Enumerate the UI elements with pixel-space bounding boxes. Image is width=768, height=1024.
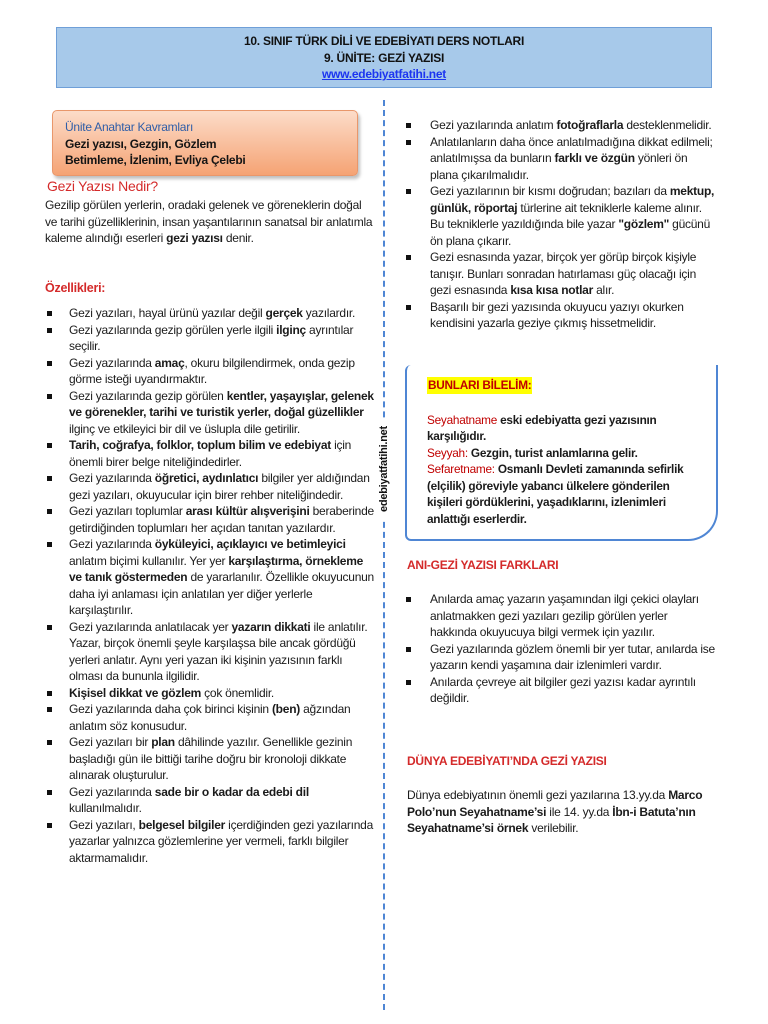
text-segment: Gezi yazıları, hayal ürünü yazılar değil: [69, 306, 266, 320]
bold-text: ilginç: [276, 322, 306, 337]
features-list: [45, 305, 375, 866]
bold-text: karşılaştırma, örnekleme ve tanık göstermeden: [69, 553, 364, 584]
header-unit-title: 9. ÜNİTE: GEZİ YAZISI: [323, 50, 445, 65]
text-segment: Gezi yazıları bir: [69, 735, 152, 749]
text-segment: gücünü ön plana çıkarır.: [430, 217, 711, 248]
bold-text: İbn-i Batuta’nın Seyahatname’si örnek: [407, 804, 696, 835]
text-segment: alır.: [593, 283, 615, 297]
text-segment: beraberinde getirdiğinden toplumları her açıdan tanıtan yazılardır.: [69, 504, 374, 535]
bold-text: Gezgin, turist anlamlarına gelir.: [467, 445, 638, 460]
text-segment: denir.: [222, 231, 254, 245]
feature-item: [404, 134, 716, 184]
text-segment: verilebilir.: [528, 821, 579, 835]
world-literature-title: DÜNYA EDEBİYATI’NDA GEZİ YAZISI: [407, 754, 607, 768]
bold-text: farklı ve özgün: [554, 151, 635, 165]
text-segment: bilgiler yer aldığından gezi yazıları, okuyucular için birer rehber niteliğindedir.: [69, 471, 370, 502]
text-segment: , okuru bilgilendirmek, onda gezip görme isteği uyandırmaktır.: [69, 355, 355, 386]
text-segment: Gezi yazılarında anlatılacak yer: [69, 619, 232, 634]
text-segment: Gezi esnasında yazar, birçok yer görüp birçok kişiyle tanışır. Bunları sonradan hatırlaması güç olacağı için gezi esnasında: [430, 250, 697, 297]
feature-item: [45, 305, 375, 322]
text-segment: Gezi yazıları,: [69, 817, 139, 832]
key-concepts-line-2: Betimleme, İzlenim, Evliya Çelebi: [65, 153, 246, 167]
text-segment: Gezi yazıları toplumlar: [69, 504, 186, 518]
text-segment: Gezi yazılarında: [69, 537, 155, 551]
text-segment: yazılardır.: [302, 306, 356, 320]
text-segment: ağzından anlatım söz konusudur.: [69, 702, 351, 733]
more-features-list: [404, 117, 716, 332]
text-segment: Gezi yazılarında: [69, 471, 155, 485]
bold-text: Marco Polo’nun Seyahatname’si: [407, 788, 703, 819]
info-sefaretname: [427, 461, 708, 527]
page-header: [56, 27, 712, 88]
feature-item: [45, 536, 375, 619]
feature-item: [45, 734, 375, 784]
bold-text: "gözlem": [618, 217, 670, 231]
section-title-definition: Gezi Yazısı Nedir?: [47, 178, 158, 194]
bold-text: Tarih, coğrafya, folklor, toplum bilim ve edebiyat: [69, 438, 332, 452]
text-segment: türlerine ait tekniklerle kaleme alınır. Bu tekniklerle yazıldığında bile yazar: [430, 200, 702, 231]
text-segment: içerdiğinden gezi yazılarında yazarlar yalnızca gözlemlerine yer vermeli, farklı bilgiler aktarmamalıdır.: [69, 817, 373, 865]
text-segment: Gezi yazılarında: [69, 355, 155, 370]
bold-text: fotoğraflarla: [556, 118, 624, 132]
text-segment: Gezi yazılarında: [69, 784, 155, 799]
comparison-item: [404, 674, 716, 707]
header-course-title: 10. SINIF TÜRK DİLİ VE EDEBİYATI DERS NOTLARI: [243, 34, 525, 48]
bold-text: kısa kısa notlar: [510, 283, 594, 297]
key-concepts-line-1: Gezi yazısı, Gezgin, Gözlem: [65, 136, 217, 151]
feature-item: [45, 437, 375, 470]
text-segment: Gezi yazılarında gezip görülen: [69, 388, 227, 403]
feature-item: [45, 701, 375, 734]
text-segment: Anlatılanların daha önce anlatılmadığına dikkat edilmeli; anlatılmışsa da bunların: [430, 134, 713, 165]
text-segment: desteklenmelidir.: [623, 118, 712, 132]
text-segment: Dünya edebiyatının önemli gezi yazılarına 13.yy.da: [407, 788, 669, 802]
text-segment: Gezi yazılarında anlatım: [430, 118, 557, 132]
text-segment: ile 14. yy.da: [546, 804, 613, 819]
text-segment: Gezilip görülen yerlerin, oradaki gelenek ve göreneklerin doğal ve tarihi güzelliklerinin, insan yaşantılarının sanatsal bir anlatımla kaleme alındığı eserleri: [45, 198, 373, 245]
text-segment: çok önemlidir.: [201, 685, 275, 700]
feature-item: [45, 817, 375, 867]
text-segment: ayrıntılar seçilir.: [69, 322, 354, 353]
text-segment: Başarılı bir gezi yazısında okuyucu yazıyı okurken kendisini yazarla geziye çıkmış hissetmelidir.: [430, 299, 684, 330]
term-label: Seyahatname: [427, 412, 498, 427]
comparison-item: [404, 641, 716, 674]
bold-text: (ben): [271, 702, 301, 716]
bold-text: gerçek: [265, 306, 303, 320]
bold-text: öyküleyici, açıklayıcı ve betimleyici: [154, 537, 346, 551]
text-segment: Gezi yazılarının bir kısmı doğrudan; bazıları da: [430, 184, 670, 198]
bold-text: yazarın dikkati: [231, 619, 311, 634]
text-segment: için önemli birer belge niteliğindedirler.: [69, 438, 352, 469]
info-seyyah: [427, 445, 708, 462]
text-segment: ile anlatılır. Yazar, birçok önemli şeyle karşılaşsa bile ancak gördüğü yerleri anlatır. Aynı yeri yazan iki kişinin yazısının farklı olması da bununla ilgilidir.: [69, 619, 368, 683]
info-box-heading: BUNLARI BİLELİM:: [428, 378, 532, 392]
feature-item: [404, 183, 716, 249]
feature-item: [404, 249, 716, 299]
bold-text: öğretici, aydınlatıcı: [154, 471, 259, 485]
text-segment: Anılarda amaç yazarın yaşamından ilgi çekici olayları anlatmakken gezi yazıları gezilip görülen yerler hakkında okuyucuya bilgi vermek için yazılır.: [430, 592, 699, 639]
term-label: Sefaretname:: [427, 462, 495, 476]
feature-item: [45, 685, 375, 702]
info-box: [405, 365, 718, 541]
term-label: Seyyah:: [427, 445, 468, 460]
feature-item: [404, 299, 716, 332]
text-segment: Gezi yazılarında gözlem önemli bir yer tutar, anılarda ise yazarın kendi yaşamına dair izlenimleri vardır.: [430, 641, 715, 672]
features-title: Özellikleri:: [45, 281, 106, 295]
feature-item: [45, 470, 375, 503]
feature-item: [45, 619, 375, 685]
text-segment: dâhilinde yazılır. Genellikle gezinin başladığı gün ile bittiği tarihe doğru bir kronoloji dikkate alınarak oluşturulur.: [69, 735, 353, 782]
feature-item: [45, 503, 375, 536]
feature-item: [45, 322, 375, 355]
header-website-line: [57, 66, 711, 83]
bold-text: kentler, yaşayışlar, gelenek ve görenekler, tarihi ve turistik yerler, doğal güzellikler: [69, 388, 374, 419]
website-link[interactable]: www.edebiyatfatihi.net: [321, 67, 447, 81]
column-divider: [383, 100, 385, 1010]
feature-item: [45, 784, 375, 817]
bold-text: mektup, günlük, röportaj: [430, 184, 715, 215]
bold-text: gezi yazısı: [166, 231, 223, 245]
text-segment: de yararlanılır. Özellikle okuyucunun daha iyi anlaması için anlatılan yer diğer yerlerle karşılaştırılır.: [69, 570, 374, 617]
text-segment: anlatım biçimi kullanılır. Yer yer: [69, 553, 229, 568]
text-segment: Gezi yazılarında daha çok birinci kişinin: [69, 702, 272, 716]
text-segment: Anılarda çevreye ait bilgiler gezi yazısı kadar ayrıntılı değildir.: [430, 674, 696, 705]
text-segment: kullanılmalıdır.: [69, 801, 142, 815]
bold-text: Kişisel dikkat ve gözlem: [69, 685, 202, 700]
bold-text: belgesel bilgiler: [138, 817, 226, 832]
text-segment: Gezi yazılarında gezip görülen yerle ilgili: [69, 322, 277, 337]
key-concepts-box: [52, 110, 358, 176]
info-seyahatname: [427, 412, 708, 445]
bold-text: arası kültür alışverişini: [185, 504, 310, 518]
side-watermark: edebiyatfatihi.net: [376, 420, 392, 518]
key-concepts-title: Ünite Anahtar Kavramları: [65, 120, 194, 134]
bold-text: sade bir o kadar da edebi dil: [154, 784, 309, 799]
text-segment: ilginç ve etkileyici bir dil ve üslupla dile getirilir.: [69, 421, 301, 436]
bold-text: eski edebiyatta gezi yazısının karşılığıdır.: [427, 412, 657, 443]
text-segment: yönleri ön plana çıkarılmalıdır.: [430, 151, 688, 182]
bold-text: amaç: [154, 355, 185, 370]
comparison-item: [404, 591, 716, 641]
bold-text: plan: [151, 735, 175, 749]
definition-paragraph: [45, 197, 373, 247]
feature-item: [404, 117, 716, 134]
ani-comparison-list: [404, 591, 716, 707]
bold-text: Osmanlı Devleti zamanında sefirlik (elçilik) göreviyle yabancı ülkelere gönderilen kişileri gördüklerini, yaşadıklarını, izlenimleri anlattığı eserlerdir.: [427, 462, 684, 526]
ani-comparison-title: ANI-GEZİ YAZISI FARKLARI: [407, 558, 559, 572]
feature-item: [45, 388, 375, 438]
feature-item: [45, 355, 375, 388]
world-literature-paragraph: [407, 787, 719, 837]
